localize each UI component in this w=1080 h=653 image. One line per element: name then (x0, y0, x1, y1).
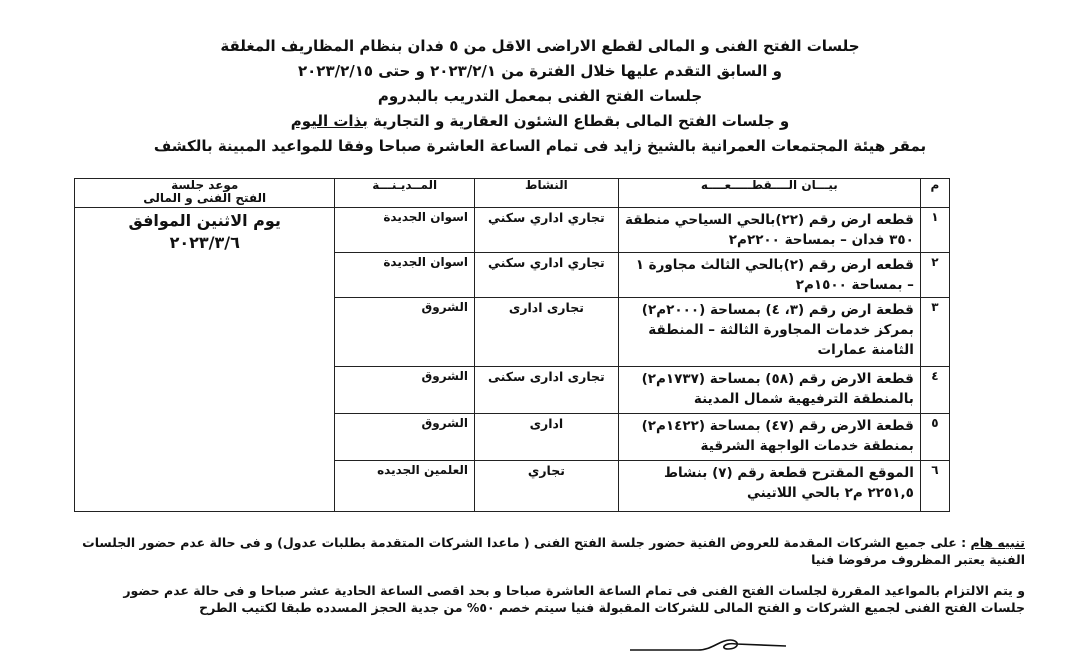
row-activity: تجاري اداري سكني (475, 253, 619, 298)
header-line-4-underlined: بذات اليوم (290, 112, 368, 130)
document-header (150, 34, 930, 159)
header-city: المــديـنـــة (335, 179, 475, 208)
row-description: قطعه ارض رقم (٢)بالحي الثالث مجاورة ١ – بمساحة ١٥٠٠م٢ (618, 253, 920, 298)
session-date-cell (75, 208, 335, 512)
session-date-line2: ٢٠٢٣/٣/٦ (169, 233, 240, 252)
row-city: الشروق (335, 367, 475, 414)
row-description: قطعة الارض رقم (٤٧) بمساحة (١٤٢٢م٢) بمنطقة خدمات الواجهة الشرقية (618, 414, 920, 461)
row-city: اسوان الجديدة (335, 208, 475, 253)
table-header-row (75, 179, 950, 208)
header-num: م (920, 179, 949, 208)
header-session-date (75, 179, 335, 208)
row-num: ١ (920, 208, 949, 253)
row-description: قطعة الارض رقم (٥٨) بمساحة (١٧٣٧م٢) بالمنطقة الترفيهية شمال المدينة (618, 367, 920, 414)
table-row (75, 208, 950, 253)
row-activity: تجاري (475, 461, 619, 512)
row-city: اسوان الجديدة (335, 253, 475, 298)
row-num: ٥ (920, 414, 949, 461)
attendance-notice: و يتم الالتزام بالمواعيد المقررة لجلسات الفتح الفنى فى تمام الساعة العاشرة صباحا و بحد اقصى الساعة الحادية عشر صباحا و فى حالة عدم حضور جلسات الفتح الفنى لجميع الشركات و الفتح المالى للشركات المقبولة فنيا سيتم خصم ٥٠% من جدية الحجز المسدده طبقا لكتيب الطرح (123, 583, 1025, 615)
header-session-date-line2: الفتح الفنى و المالى (143, 191, 267, 205)
row-city: الشروق (335, 298, 475, 367)
important-notice-text: : على جميع الشركات المقدمة للعروض الفنية حضور جلسة الفتح الفنى ( ماعدا الشركات المتقدمة بطلبات عدول) و فى حالة عدم حضور الجلسات الفنية يعتبر المظروف مرفوضا فنيا (82, 535, 1025, 567)
row-city: العلمين الجديده (335, 461, 475, 512)
row-description: قطعه ارض رقم (٢٢)بالحي السياحي منطقة ٣٥٠ فدان – بمساحة ٢٢٠٠م٢ (618, 208, 920, 253)
row-description: الموقع المقترح قطعة رقم (٧) بنشاط ٢٢٥١,٥ م٢ بالحي اللاتيني (618, 461, 920, 512)
header-description: بيـــان الــــقطـــــعــــه (618, 179, 920, 208)
row-num: ٤ (920, 367, 949, 414)
header-line-2: و السابق التقدم عليها خلال الفترة من ٢٠٢٣/٢/١ و حتى ٢٠٢٣/٢/١٥ (297, 62, 782, 80)
header-line-1: جلسات الفتح الفنى و المالى لقطع الاراضى الاقل من ٥ فدان بنظام المظاريف المغلقة (220, 37, 860, 55)
row-activity: تجاري اداري سكني (475, 208, 619, 253)
row-num: ٣ (920, 298, 949, 367)
row-activity: تجارى ادارى سكنى (475, 367, 619, 414)
header-session-date-line1: موعد جلسة (171, 178, 239, 192)
row-num: ٦ (920, 461, 949, 512)
important-notice-label: تنبيه هام (970, 535, 1025, 550)
header-line-4-text: و جلسات الفتح المالى بقطاع الشئون العقارية و التجارية (367, 112, 790, 130)
important-notice (80, 534, 1025, 568)
header-line-4 (150, 109, 930, 134)
session-date-line1: يوم الاثنين الموافق (128, 211, 281, 230)
row-num: ٢ (920, 253, 949, 298)
row-activity: تجارى ادارى (475, 298, 619, 367)
signature-mark (628, 636, 788, 653)
header-line-3: جلسات الفتح الفنى بمعمل التدريب بالبدروم (377, 87, 703, 105)
header-line-5: بمقر هيئة المجتمعات العمرانية بالشيخ زايد فى تمام الساعة العاشرة صباحا وفقا للمواعيد المبينة بالكشف (153, 137, 927, 155)
row-city: الشروق (335, 414, 475, 461)
header-activity: النشاط (475, 179, 619, 208)
row-description: قطعة ارض رقم (٣، ٤) بمساحة (٢٠٠٠م٢) بمركز خدمات المجاورة الثالثة – المنطقة الثامنة عمارات (618, 298, 920, 367)
row-activity: ادارى (475, 414, 619, 461)
schedule-table (74, 178, 950, 512)
